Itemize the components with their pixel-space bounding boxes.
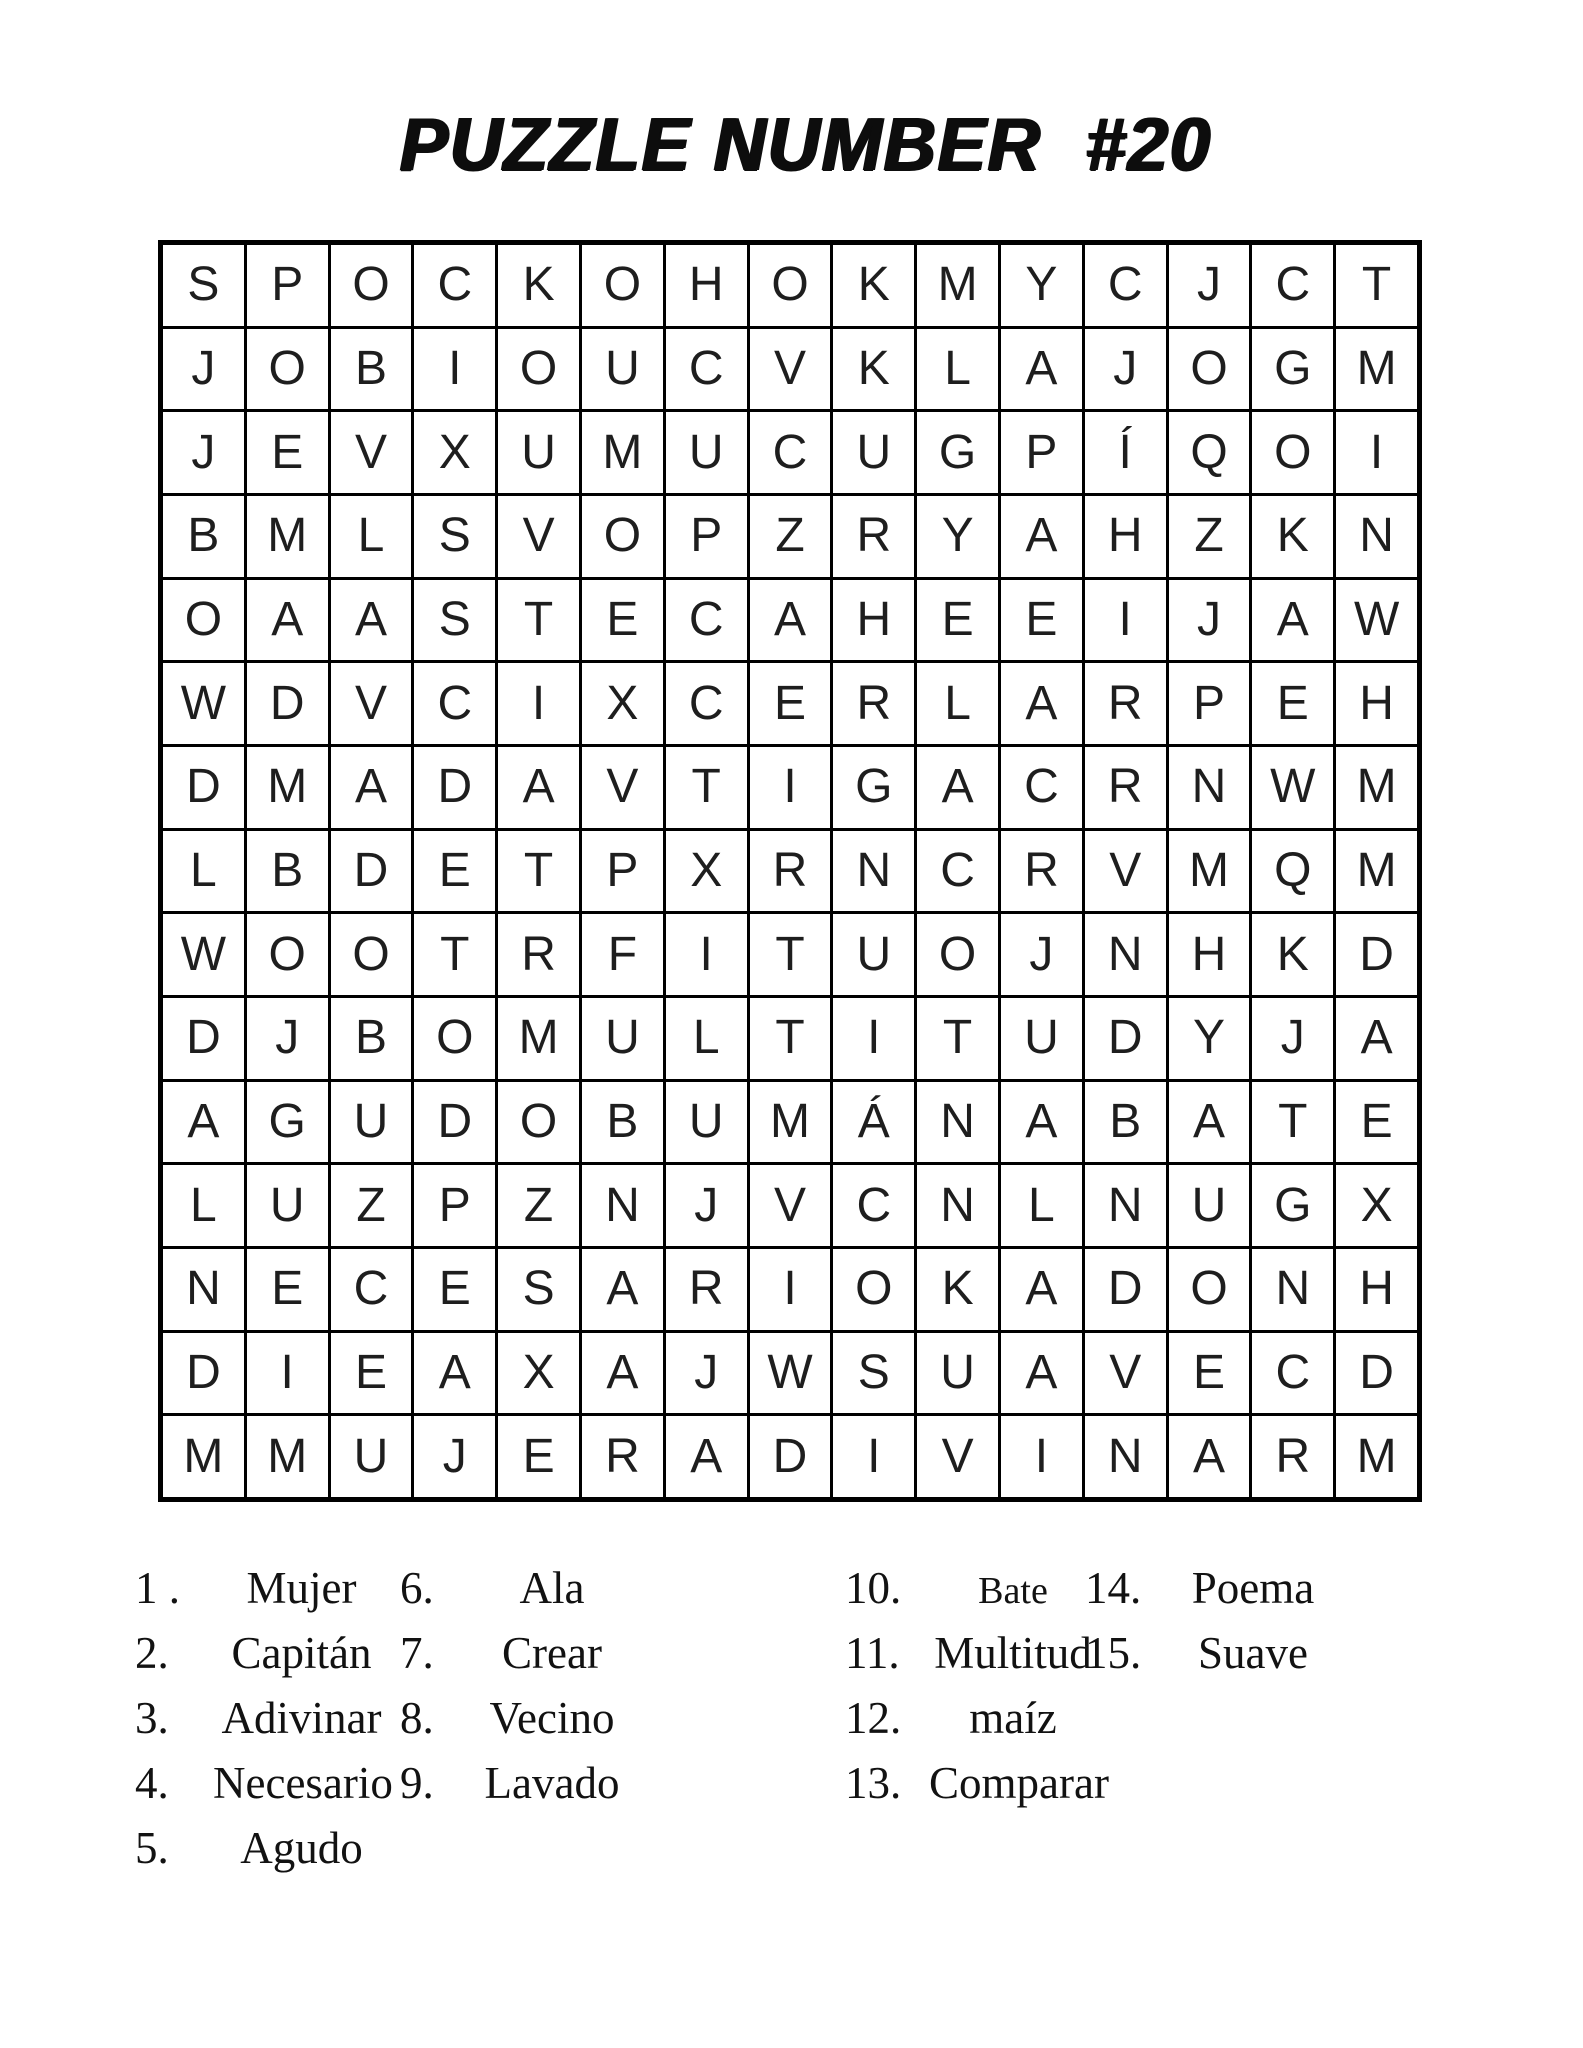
- grid-cell-r5c5[interactable]: T: [498, 580, 579, 661]
- grid-cell-r8c13[interactable]: M: [1169, 831, 1250, 912]
- grid-cell-r7c6[interactable]: V: [582, 747, 663, 828]
- word-label: Comparar: [929, 1758, 1109, 1808]
- word-list-item: [845, 1751, 1109, 1816]
- grid-cell-r14c13[interactable]: E: [1169, 1333, 1250, 1414]
- grid-cell-r11c2[interactable]: G: [247, 1082, 328, 1163]
- grid-cell-r3c2[interactable]: E: [247, 412, 328, 493]
- word-list-item: [135, 1816, 390, 1881]
- grid-cell-r7c2[interactable]: M: [247, 747, 328, 828]
- grid-cell-r7c15[interactable]: M: [1336, 747, 1417, 828]
- grid-cell-r3c8[interactable]: C: [750, 412, 831, 493]
- grid-cell-r1c1[interactable]: S: [163, 245, 244, 326]
- grid-cell-r6c9[interactable]: R: [833, 663, 914, 744]
- grid-cell-r4c14[interactable]: K: [1252, 496, 1333, 577]
- grid-cell-r13c9[interactable]: O: [833, 1249, 914, 1330]
- word-list-item: [135, 1556, 390, 1621]
- grid-cell-r4c11[interactable]: A: [1001, 496, 1082, 577]
- grid-cell-r14c1[interactable]: D: [163, 1333, 244, 1414]
- grid-cell-r12c14[interactable]: G: [1252, 1165, 1333, 1246]
- word-label: Ala: [519, 1563, 585, 1613]
- word-number: 1 .: [135, 1563, 180, 1613]
- grid-cell-r5c4[interactable]: S: [414, 580, 495, 661]
- grid-cell-r6c11[interactable]: A: [1001, 663, 1082, 744]
- grid-cell-r1c11[interactable]: Y: [1001, 245, 1082, 326]
- grid-cell-r10c11[interactable]: U: [1001, 998, 1082, 1079]
- grid-cell-r6c2[interactable]: D: [247, 663, 328, 744]
- grid-cell-r14c3[interactable]: E: [331, 1333, 412, 1414]
- grid-cell-r14c7[interactable]: J: [666, 1333, 747, 1414]
- grid-cell-r13c6[interactable]: A: [582, 1249, 663, 1330]
- word-label: Suave: [1198, 1628, 1308, 1678]
- word-number: 4.: [135, 1758, 169, 1808]
- grid-cell-r10c1[interactable]: D: [163, 998, 244, 1079]
- grid-cell-r2c14[interactable]: G: [1252, 329, 1333, 410]
- grid-cell-r11c6[interactable]: B: [582, 1082, 663, 1163]
- grid-cell-r2c1[interactable]: J: [163, 329, 244, 410]
- grid-cell-r5c12[interactable]: I: [1085, 580, 1166, 661]
- grid-cell-r4c12[interactable]: H: [1085, 496, 1166, 577]
- grid-cell-r10c7[interactable]: L: [666, 998, 747, 1079]
- grid-cell-r8c11[interactable]: R: [1001, 831, 1082, 912]
- word-list-item: [845, 1621, 1097, 1686]
- grid-cell-r10c8[interactable]: T: [750, 998, 831, 1079]
- grid-cell-r13c4[interactable]: E: [414, 1249, 495, 1330]
- grid-cell-r13c1[interactable]: N: [163, 1249, 244, 1330]
- grid-cell-r15c13[interactable]: A: [1169, 1416, 1250, 1497]
- grid-cell-r9c3[interactable]: O: [331, 914, 412, 995]
- word-list-item: [400, 1556, 632, 1621]
- grid-cell-r10c15[interactable]: A: [1336, 998, 1417, 1079]
- grid-cell-r14c8[interactable]: W: [750, 1333, 831, 1414]
- grid-cell-r11c5[interactable]: O: [498, 1082, 579, 1163]
- grid-cell-r2c7[interactable]: C: [666, 329, 747, 410]
- grid-cell-r3c3[interactable]: V: [331, 412, 412, 493]
- grid-cell-r9c2[interactable]: O: [247, 914, 328, 995]
- grid-cell-r15c5[interactable]: E: [498, 1416, 579, 1497]
- grid-cell-r13c10[interactable]: K: [917, 1249, 998, 1330]
- grid-cell-r11c3[interactable]: U: [331, 1082, 412, 1163]
- grid-cell-r13c13[interactable]: O: [1169, 1249, 1250, 1330]
- grid-cell-r7c11[interactable]: C: [1001, 747, 1082, 828]
- grid-cell-r3c11[interactable]: P: [1001, 412, 1082, 493]
- grid-cell-r10c5[interactable]: M: [498, 998, 579, 1079]
- grid-cell-r5c7[interactable]: C: [666, 580, 747, 661]
- grid-cell-r4c15[interactable]: N: [1336, 496, 1417, 577]
- grid-cell-r2c10[interactable]: L: [917, 329, 998, 410]
- grid-cell-r11c13[interactable]: A: [1169, 1082, 1250, 1163]
- grid-cell-r6c15[interactable]: H: [1336, 663, 1417, 744]
- grid-cell-r4c7[interactable]: P: [666, 496, 747, 577]
- grid-cell-r7c13[interactable]: N: [1169, 747, 1250, 828]
- grid-cell-r1c5[interactable]: K: [498, 245, 579, 326]
- grid-cell-r1c15[interactable]: T: [1336, 245, 1417, 326]
- grid-cell-r5c9[interactable]: H: [833, 580, 914, 661]
- word-label: Lavado: [484, 1758, 620, 1808]
- grid-cell-r4c5[interactable]: V: [498, 496, 579, 577]
- grid-cell-r11c8[interactable]: M: [750, 1082, 831, 1163]
- grid-cell-r15c12[interactable]: N: [1085, 1416, 1166, 1497]
- grid-cell-r10c3[interactable]: B: [331, 998, 412, 1079]
- word-list-item: [400, 1686, 632, 1751]
- word-list-item: [135, 1751, 393, 1816]
- grid-cell-r2c6[interactable]: U: [582, 329, 663, 410]
- grid-cell-r8c8[interactable]: R: [750, 831, 831, 912]
- grid-cell-r6c5[interactable]: I: [498, 663, 579, 744]
- word-number: 14.: [1085, 1563, 1142, 1613]
- word-label: Multitud: [934, 1628, 1092, 1678]
- grid-cell-r8c7[interactable]: X: [666, 831, 747, 912]
- puzzle-title: PUZZLE NUMBER #20: [399, 103, 1212, 187]
- word-number: 8.: [400, 1693, 434, 1743]
- grid-cell-r3c9[interactable]: U: [833, 412, 914, 493]
- grid-cell-r8c15[interactable]: M: [1336, 831, 1417, 912]
- grid-cell-r4c3[interactable]: L: [331, 496, 412, 577]
- grid-cell-r1c13[interactable]: J: [1169, 245, 1250, 326]
- word-number: 5.: [135, 1823, 169, 1873]
- word-list-column-3: [845, 1556, 1109, 1816]
- grid-cell-r3c7[interactable]: U: [666, 412, 747, 493]
- word-number: 11.: [845, 1628, 900, 1678]
- word-list-column-2: [400, 1556, 632, 1816]
- grid-cell-r3c1[interactable]: J: [163, 412, 244, 493]
- word-list-item: [400, 1751, 632, 1816]
- grid-cell-r15c6[interactable]: R: [582, 1416, 663, 1497]
- grid-cell-r5c10[interactable]: E: [917, 580, 998, 661]
- grid-cell-r13c12[interactable]: D: [1085, 1249, 1166, 1330]
- grid-cell-r9c15[interactable]: D: [1336, 914, 1417, 995]
- grid-cell-r13c15[interactable]: H: [1336, 1249, 1417, 1330]
- grid-cell-r8c5[interactable]: T: [498, 831, 579, 912]
- grid-cell-r5c3[interactable]: A: [331, 580, 412, 661]
- grid-cell-r7c7[interactable]: T: [666, 747, 747, 828]
- grid-cell-r1c14[interactable]: C: [1252, 245, 1333, 326]
- grid-cell-r13c5[interactable]: S: [498, 1249, 579, 1330]
- word-list: [0, 1556, 1583, 1916]
- grid-cell-r13c2[interactable]: E: [247, 1249, 328, 1330]
- grid-cell-r11c11[interactable]: A: [1001, 1082, 1082, 1163]
- word-list-item: [1085, 1556, 1343, 1621]
- grid-cell-r8c4[interactable]: E: [414, 831, 495, 912]
- grid-cell-r11c10[interactable]: N: [917, 1082, 998, 1163]
- grid-cell-r11c1[interactable]: A: [163, 1082, 244, 1163]
- word-search-grid: [158, 240, 1422, 1502]
- grid-cell-r15c9[interactable]: I: [833, 1416, 914, 1497]
- grid-cell-r12c7[interactable]: J: [666, 1165, 747, 1246]
- grid-cell-r1c2[interactable]: P: [247, 245, 328, 326]
- grid-cell-r1c4[interactable]: C: [414, 245, 495, 326]
- grid-cell-r2c15[interactable]: M: [1336, 329, 1417, 410]
- grid-cell-r12c1[interactable]: L: [163, 1165, 244, 1246]
- grid-cell-r7c12[interactable]: R: [1085, 747, 1166, 828]
- grid-cell-r6c7[interactable]: C: [666, 663, 747, 744]
- grid-cell-r2c4[interactable]: I: [414, 329, 495, 410]
- grid-cell-r14c5[interactable]: X: [498, 1333, 579, 1414]
- word-list-item: [845, 1686, 1097, 1751]
- word-label: Necesario: [213, 1758, 393, 1808]
- grid-cell-r9c10[interactable]: O: [917, 914, 998, 995]
- grid-cell-r9c11[interactable]: J: [1001, 914, 1082, 995]
- grid-cell-r8c14[interactable]: Q: [1252, 831, 1333, 912]
- grid-cell-r14c14[interactable]: C: [1252, 1333, 1333, 1414]
- grid-cell-r1c6[interactable]: O: [582, 245, 663, 326]
- grid-cell-r6c6[interactable]: X: [582, 663, 663, 744]
- grid-cell-r9c1[interactable]: W: [163, 914, 244, 995]
- grid-cell-r15c4[interactable]: J: [414, 1416, 495, 1497]
- grid-cell-r8c2[interactable]: B: [247, 831, 328, 912]
- grid-cell-r10c4[interactable]: O: [414, 998, 495, 1079]
- grid-cell-r4c9[interactable]: R: [833, 496, 914, 577]
- grid-cell-r7c10[interactable]: A: [917, 747, 998, 828]
- grid-cell-r12c9[interactable]: C: [833, 1165, 914, 1246]
- grid-cell-r5c15[interactable]: W: [1336, 580, 1417, 661]
- word-number: 15.: [1085, 1628, 1142, 1678]
- word-number: 3.: [135, 1693, 169, 1743]
- grid-cell-r2c12[interactable]: J: [1085, 329, 1166, 410]
- grid-cell-r10c14[interactable]: J: [1252, 998, 1333, 1079]
- word-label: maíz: [969, 1693, 1057, 1743]
- grid-cell-r15c10[interactable]: V: [917, 1416, 998, 1497]
- grid-cell-r5c6[interactable]: E: [582, 580, 663, 661]
- grid-cell-r4c8[interactable]: Z: [750, 496, 831, 577]
- grid-cell-r10c6[interactable]: U: [582, 998, 663, 1079]
- grid-cell-r8c6[interactable]: P: [582, 831, 663, 912]
- grid-cell-r1c7[interactable]: H: [666, 245, 747, 326]
- grid-cell-r14c9[interactable]: S: [833, 1333, 914, 1414]
- grid-cell-r13c3[interactable]: C: [331, 1249, 412, 1330]
- grid-cell-r12c11[interactable]: L: [1001, 1165, 1082, 1246]
- grid-cell-r12c13[interactable]: U: [1169, 1165, 1250, 1246]
- grid-cell-r3c13[interactable]: Q: [1169, 412, 1250, 493]
- grid-cell-r3c6[interactable]: M: [582, 412, 663, 493]
- grid-cell-r3c5[interactable]: U: [498, 412, 579, 493]
- grid-cell-r9c7[interactable]: I: [666, 914, 747, 995]
- grid-cell-r8c1[interactable]: L: [163, 831, 244, 912]
- grid-cell-r5c11[interactable]: E: [1001, 580, 1082, 661]
- word-label: Bate: [978, 1570, 1048, 1612]
- grid-cell-r15c8[interactable]: D: [750, 1416, 831, 1497]
- grid-cell-r3c12[interactable]: Í: [1085, 412, 1166, 493]
- grid-cell-r10c12[interactable]: D: [1085, 998, 1166, 1079]
- word-label: Capitán: [231, 1628, 372, 1678]
- grid-cell-r11c9[interactable]: Á: [833, 1082, 914, 1163]
- grid-cell-r12c3[interactable]: Z: [331, 1165, 412, 1246]
- grid-cell-r9c12[interactable]: N: [1085, 914, 1166, 995]
- grid-cell-r1c3[interactable]: O: [331, 245, 412, 326]
- grid-cell-r14c15[interactable]: D: [1336, 1333, 1417, 1414]
- word-label: Adivinar: [221, 1693, 382, 1743]
- grid-cell-r12c2[interactable]: U: [247, 1165, 328, 1246]
- grid-cell-r9c5[interactable]: R: [498, 914, 579, 995]
- word-number: 2.: [135, 1628, 169, 1678]
- grid-cell-r6c14[interactable]: E: [1252, 663, 1333, 744]
- grid-cell-r12c12[interactable]: N: [1085, 1165, 1166, 1246]
- word-label: Agudo: [240, 1823, 363, 1873]
- grid-cell-r7c9[interactable]: G: [833, 747, 914, 828]
- grid-cell-r5c13[interactable]: J: [1169, 580, 1250, 661]
- grid-cell-r5c2[interactable]: A: [247, 580, 328, 661]
- word-label: Mujer: [246, 1563, 357, 1613]
- grid-cell-r2c9[interactable]: K: [833, 329, 914, 410]
- word-list-item: [845, 1556, 1097, 1621]
- grid-cell-r2c13[interactable]: O: [1169, 329, 1250, 410]
- grid-cell-r11c15[interactable]: E: [1336, 1082, 1417, 1163]
- grid-cell-r3c15[interactable]: I: [1336, 412, 1417, 493]
- grid-cell-r12c5[interactable]: Z: [498, 1165, 579, 1246]
- word-list-item: [1085, 1621, 1343, 1686]
- grid-cell-r11c7[interactable]: U: [666, 1082, 747, 1163]
- grid-cell-r6c12[interactable]: R: [1085, 663, 1166, 744]
- grid-cell-r13c11[interactable]: A: [1001, 1249, 1082, 1330]
- grid-cell-r2c3[interactable]: B: [331, 329, 412, 410]
- grid-cell-r10c9[interactable]: I: [833, 998, 914, 1079]
- grid-cell-r2c11[interactable]: A: [1001, 329, 1082, 410]
- grid-cell-r2c5[interactable]: O: [498, 329, 579, 410]
- grid-cell-r8c3[interactable]: D: [331, 831, 412, 912]
- grid-cell-r7c5[interactable]: A: [498, 747, 579, 828]
- grid-cell-r10c13[interactable]: Y: [1169, 998, 1250, 1079]
- grid-cell-r4c6[interactable]: O: [582, 496, 663, 577]
- grid-cell-r3c14[interactable]: O: [1252, 412, 1333, 493]
- word-number: 7.: [400, 1628, 434, 1678]
- grid-cell-r9c8[interactable]: T: [750, 914, 831, 995]
- grid-cell-r15c2[interactable]: M: [247, 1416, 328, 1497]
- grid-cell-r13c14[interactable]: N: [1252, 1249, 1333, 1330]
- grid-cell-r2c2[interactable]: O: [247, 329, 328, 410]
- grid-cell-r5c1[interactable]: O: [163, 580, 244, 661]
- word-number: 9.: [400, 1758, 434, 1808]
- word-list-column-1: [135, 1556, 393, 1881]
- word-number: 10.: [845, 1563, 902, 1613]
- word-label: Crear: [502, 1628, 602, 1678]
- grid-cell-r7c3[interactable]: A: [331, 747, 412, 828]
- grid-cell-r15c1[interactable]: M: [163, 1416, 244, 1497]
- word-number: 13.: [845, 1758, 902, 1808]
- grid-cell-r6c3[interactable]: V: [331, 663, 412, 744]
- word-list-item: [135, 1686, 390, 1751]
- grid-cell-r13c7[interactable]: R: [666, 1249, 747, 1330]
- grid-cell-r3c10[interactable]: G: [917, 412, 998, 493]
- grid-cell-r4c4[interactable]: S: [414, 496, 495, 577]
- grid-cell-r15c3[interactable]: U: [331, 1416, 412, 1497]
- grid-cell-r5c14[interactable]: A: [1252, 580, 1333, 661]
- grid-cell-r4c1[interactable]: B: [163, 496, 244, 577]
- grid-cell-r14c10[interactable]: U: [917, 1333, 998, 1414]
- grid-cell-r9c4[interactable]: T: [414, 914, 495, 995]
- grid-cell-r15c7[interactable]: A: [666, 1416, 747, 1497]
- word-number: 12.: [845, 1693, 902, 1743]
- grid-cell-r7c4[interactable]: D: [414, 747, 495, 828]
- grid-cell-r12c15[interactable]: X: [1336, 1165, 1417, 1246]
- grid-cell-r9c9[interactable]: U: [833, 914, 914, 995]
- grid-cell-r4c13[interactable]: Z: [1169, 496, 1250, 577]
- grid-cell-r12c4[interactable]: P: [414, 1165, 495, 1246]
- grid-cell-r6c13[interactable]: P: [1169, 663, 1250, 744]
- grid-cell-r1c9[interactable]: K: [833, 245, 914, 326]
- grid-cell-r10c2[interactable]: J: [247, 998, 328, 1079]
- grid-cell-r14c6[interactable]: A: [582, 1333, 663, 1414]
- grid-cell-r14c4[interactable]: A: [414, 1333, 495, 1414]
- grid-cell-r11c12[interactable]: B: [1085, 1082, 1166, 1163]
- grid-cell-r8c12[interactable]: V: [1085, 831, 1166, 912]
- grid-cell-r9c13[interactable]: H: [1169, 914, 1250, 995]
- grid-cell-r6c10[interactable]: L: [917, 663, 998, 744]
- grid-cell-r8c10[interactable]: C: [917, 831, 998, 912]
- grid-cell-r14c12[interactable]: V: [1085, 1333, 1166, 1414]
- grid-cell-r6c4[interactable]: C: [414, 663, 495, 744]
- word-label: Poema: [1191, 1563, 1315, 1613]
- grid-cell-r9c6[interactable]: F: [582, 914, 663, 995]
- grid-cell-r11c14[interactable]: T: [1252, 1082, 1333, 1163]
- grid-cell-r5c8[interactable]: A: [750, 580, 831, 661]
- grid-cell-r13c8[interactable]: I: [750, 1249, 831, 1330]
- grid-cell-r14c2[interactable]: I: [247, 1333, 328, 1414]
- grid-cell-r12c10[interactable]: N: [917, 1165, 998, 1246]
- grid-cell-r10c10[interactable]: T: [917, 998, 998, 1079]
- grid-cell-r1c8[interactable]: O: [750, 245, 831, 326]
- word-list-column-4: [1085, 1556, 1343, 1686]
- grid-cell-r4c10[interactable]: Y: [917, 496, 998, 577]
- grid-cell-r6c8[interactable]: E: [750, 663, 831, 744]
- grid-cell-r3c4[interactable]: X: [414, 412, 495, 493]
- grid-cell-r1c12[interactable]: C: [1085, 245, 1166, 326]
- grid-cell-r4c2[interactable]: M: [247, 496, 328, 577]
- word-list-item: [135, 1621, 390, 1686]
- grid-cell-r6c1[interactable]: W: [163, 663, 244, 744]
- grid-cell-r2c8[interactable]: V: [750, 329, 831, 410]
- grid-cell-r15c14[interactable]: R: [1252, 1416, 1333, 1497]
- word-number: 6.: [400, 1563, 434, 1613]
- word-label: Vecino: [489, 1693, 615, 1743]
- grid-cell-r7c8[interactable]: I: [750, 747, 831, 828]
- grid-cell-r15c15[interactable]: M: [1336, 1416, 1417, 1497]
- grid-cell-r11c4[interactable]: D: [414, 1082, 495, 1163]
- grid-cell-r9c14[interactable]: K: [1252, 914, 1333, 995]
- word-list-item: [400, 1621, 632, 1686]
- grid-cell-r7c1[interactable]: D: [163, 747, 244, 828]
- grid-cell-r8c9[interactable]: N: [833, 831, 914, 912]
- grid-cell-r15c11[interactable]: I: [1001, 1416, 1082, 1497]
- grid-cell-r14c11[interactable]: A: [1001, 1333, 1082, 1414]
- grid-cell-r1c10[interactable]: M: [917, 245, 998, 326]
- grid-cell-r7c14[interactable]: W: [1252, 747, 1333, 828]
- grid-cell-r12c6[interactable]: N: [582, 1165, 663, 1246]
- grid-cell-r12c8[interactable]: V: [750, 1165, 831, 1246]
